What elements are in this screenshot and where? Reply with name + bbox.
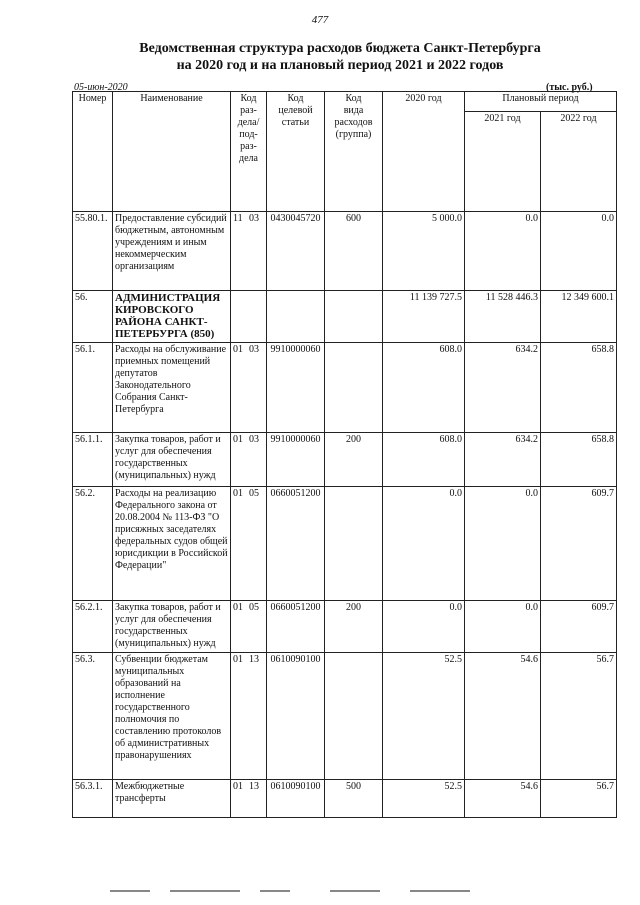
- header-vr-line: вида: [343, 105, 364, 116]
- table-row: [73, 601, 617, 653]
- row-section-code: [231, 653, 267, 780]
- table-row: [73, 780, 617, 818]
- header-section-line: Код: [240, 93, 257, 104]
- row-section-code: [231, 291, 267, 343]
- page-number: 477: [311, 14, 329, 26]
- row-subsection: 13: [249, 654, 259, 665]
- row-target-article: 0610090100: [267, 780, 325, 818]
- row-amount-2020: 5 000.0: [383, 212, 465, 291]
- header-vr-line: Код: [345, 93, 362, 104]
- row-amount-2022: 12 349 600.1: [541, 291, 617, 343]
- row-amount-2022: 0.0: [541, 212, 617, 291]
- row-amount-2021: 0.0: [465, 601, 541, 653]
- header-number: Номер: [73, 92, 113, 212]
- row-amount-2020: 0.0: [383, 487, 465, 601]
- header-section-line: раз-: [240, 105, 257, 116]
- row-amount-2022: 609.7: [541, 487, 617, 601]
- row-target-article: 0610090100: [267, 653, 325, 780]
- row-section-code: [231, 433, 267, 487]
- scan-mark: [170, 890, 240, 892]
- row-amount-2021: 634.2: [465, 343, 541, 433]
- row-section-code: [231, 343, 267, 433]
- row-number: 55.80.1.: [73, 212, 113, 291]
- row-expense-type: 200: [325, 601, 383, 653]
- row-section: 01: [233, 781, 243, 792]
- row-number: 56.: [73, 291, 113, 343]
- row-expense-type: [325, 653, 383, 780]
- header-section-line: раз-: [240, 141, 257, 152]
- row-subsection: 05: [249, 602, 259, 613]
- row-number: 56.1.: [73, 343, 113, 433]
- header-target-article: [267, 92, 325, 212]
- table-row: [73, 291, 617, 343]
- scan-artifact-marks: [110, 890, 510, 896]
- row-amount-2020: 11 139 727.5: [383, 291, 465, 343]
- row-name: Расходы на реализацию Федерального закона от 20.08.2004 № 113-ФЗ "О присяжных заседателях федеральных судов общей юрисдикции в Российской Федерации": [113, 487, 231, 601]
- document-title: [0, 40, 640, 74]
- header-year-2020: 2020 год: [383, 92, 465, 212]
- header-csr-line: целевой: [278, 105, 313, 116]
- row-number: 56.1.1.: [73, 433, 113, 487]
- row-expense-type: [325, 291, 383, 343]
- header-section-line: под-: [239, 129, 258, 140]
- row-amount-2021: 634.2: [465, 433, 541, 487]
- row-name: Предоставление субсидий бюджетным, автономным учреждениям и иным некоммерческим организациям: [113, 212, 231, 291]
- row-section: 01: [233, 434, 243, 445]
- scan-mark: [260, 890, 290, 892]
- row-section: 01: [233, 654, 243, 665]
- header-section-line: дела: [239, 153, 258, 164]
- row-name: Расходы на обслуживание приемных помещений депутатов Законодательного Собрания Санкт-Петербурга: [113, 343, 231, 433]
- document-date: 05-июн-2020: [74, 82, 128, 93]
- row-amount-2021: 11 528 446.3: [465, 291, 541, 343]
- row-target-article: [267, 291, 325, 343]
- table-row: [73, 653, 617, 780]
- row-amount-2021: 54.6: [465, 780, 541, 818]
- header-vr-line: расходов: [334, 117, 373, 128]
- table-row: [73, 433, 617, 487]
- row-target-article: 0660051200: [267, 601, 325, 653]
- row-amount-2020: 0.0: [383, 601, 465, 653]
- row-section: 11: [233, 213, 243, 224]
- header-csr-line: статьи: [281, 117, 310, 128]
- row-section-code: [231, 780, 267, 818]
- row-name: АДМИНИСТРАЦИЯ КИРОВСКОГО РАЙОНА САНКТ-ПЕТЕРБУРГА (850): [113, 291, 231, 343]
- row-section-code: [231, 212, 267, 291]
- row-number: 56.3.1.: [73, 780, 113, 818]
- row-subsection: 03: [249, 434, 259, 445]
- row-amount-2022: 56.7: [541, 780, 617, 818]
- row-target-article: 9910000060: [267, 433, 325, 487]
- row-expense-type: 600: [325, 212, 383, 291]
- row-target-article: 9910000060: [267, 343, 325, 433]
- header-section-line: дела/: [237, 117, 260, 128]
- row-amount-2021: 54.6: [465, 653, 541, 780]
- row-section: 01: [233, 602, 243, 613]
- row-name: Закупка товаров, работ и услуг для обеспечения государственных (муниципальных) нужд: [113, 433, 231, 487]
- table-row: [73, 487, 617, 601]
- row-amount-2022: 658.8: [541, 343, 617, 433]
- row-target-article: 0660051200: [267, 487, 325, 601]
- row-subsection: 13: [249, 781, 259, 792]
- row-amount-2022: 609.7: [541, 601, 617, 653]
- row-amount-2021: 0.0: [465, 212, 541, 291]
- row-amount-2020: 608.0: [383, 343, 465, 433]
- row-number: 56.2.1.: [73, 601, 113, 653]
- row-subsection: 03: [249, 344, 259, 355]
- scan-mark: [410, 890, 470, 892]
- row-target-article: 0430045720: [267, 212, 325, 291]
- row-name: Межбюджетные трансферты: [113, 780, 231, 818]
- row-name: Субвенции бюджетам муниципальных образований на исполнение государственного полномочия по составлению протоколов об административных правонарушениях: [113, 653, 231, 780]
- title-line-2: на 2020 год и на плановый период 2021 и 2022 годов: [176, 58, 504, 73]
- row-expense-type: [325, 487, 383, 601]
- row-section-code: [231, 601, 267, 653]
- table-row: [73, 343, 617, 433]
- budget-table: [72, 91, 617, 818]
- title-line-1: Ведомственная структура расходов бюджета Санкт-Петербурга: [139, 41, 541, 56]
- header-csr-line: Код: [287, 93, 304, 104]
- row-number: 56.3.: [73, 653, 113, 780]
- scan-mark: [110, 890, 150, 892]
- row-amount-2021: 0.0: [465, 487, 541, 601]
- scan-mark: [330, 890, 380, 892]
- row-amount-2022: 658.8: [541, 433, 617, 487]
- row-section-code: [231, 487, 267, 601]
- row-number: 56.2.: [73, 487, 113, 601]
- header-name: Наименование: [113, 92, 231, 212]
- row-subsection: 03: [249, 213, 259, 224]
- row-amount-2020: 52.5: [383, 780, 465, 818]
- row-expense-type: [325, 343, 383, 433]
- header-planning-period: Плановый период: [465, 92, 617, 112]
- currency-unit: (тыс. руб.): [546, 82, 593, 93]
- header-year-2022: 2022 год: [541, 112, 617, 212]
- header-expense-type: [325, 92, 383, 212]
- header-section: [231, 92, 267, 212]
- row-section: 01: [233, 344, 243, 355]
- header-year-2021: 2021 год: [465, 112, 541, 212]
- row-expense-type: 200: [325, 433, 383, 487]
- row-section: 01: [233, 488, 243, 499]
- header-vr-line: (группа): [335, 129, 372, 140]
- row-expense-type: 500: [325, 780, 383, 818]
- row-subsection: 05: [249, 488, 259, 499]
- row-name: Закупка товаров, работ и услуг для обеспечения государственных (муниципальных) нужд: [113, 601, 231, 653]
- row-amount-2022: 56.7: [541, 653, 617, 780]
- table-row: [73, 212, 617, 291]
- row-amount-2020: 52.5: [383, 653, 465, 780]
- row-amount-2020: 608.0: [383, 433, 465, 487]
